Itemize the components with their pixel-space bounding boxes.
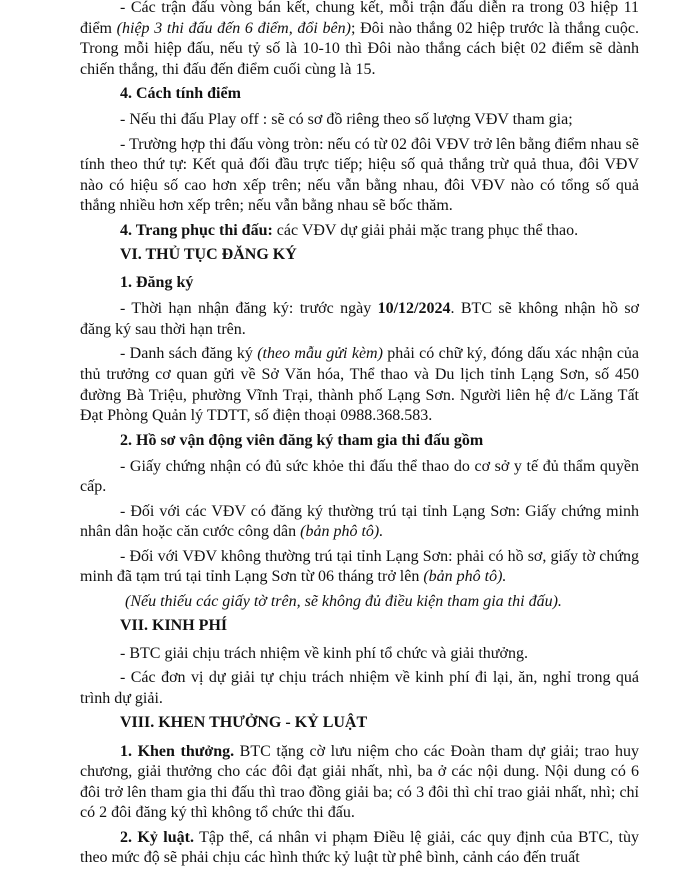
italic-run: (bản phô tô). [300, 523, 384, 541]
text-run: các VĐV dự giải phải mặc trang phục thể thao. [272, 221, 579, 239]
italic-run: (bản phô tô). [423, 568, 507, 586]
bold-run: 4. Trang phục thi đấu: [120, 221, 273, 239]
section-vii-heading: VII. KINH PHÍ [120, 617, 228, 634]
section-vi-heading: VI. THỦ TỤC ĐĂNG KÝ [120, 246, 297, 264]
bold-run: 1. Khen thưởng. [120, 742, 235, 760]
heading-registration: 1. Đăng ký [120, 274, 194, 292]
text-run: - Các trận đấu vòng bán kết, chung kết, mỗi trận đấu diễn ra trong 03 hiệp 11 điểm [80, 0, 639, 37]
text-run: ; Đôi nào thắng 02 hiệp trước là thắng cuộc. Trong mỗi hiệp đấu, nếu tỷ số là 10-10 thì Đôi nào thắng cách biệt 02 điểm sẽ dành chiến thắng, thi đấu đến điểm cuối cùng là 15. [80, 19, 640, 78]
bold-run: 2. Kỷ luật. [120, 828, 194, 846]
italic-run: (hiệp 3 thi đấu đến 6 điểm, đổi bên) [116, 19, 351, 37]
text-run: - Đối với VĐV không thường trú tại tỉnh Lạng Sơn: phải có hồ sơ, giấy tờ chứng minh đã tạm trú tại tỉnh Lạng Sơn từ 06 tháng trở lên [80, 547, 639, 586]
deadline-paragraph [80, 299, 639, 340]
match-format-paragraph [80, 0, 639, 80]
text-run: - Danh sách đăng ký [120, 345, 258, 363]
text-run: Tập thể, cá nhân vi phạm Điều lệ giải, các quy định của BTC, tùy theo mức độ sẽ phải chịu các hình thức kỷ luật từ phê bình, cảnh cáo đến truất [80, 828, 639, 867]
text-run: - Thời hạn nhận đăng ký: trước ngày [120, 300, 378, 318]
heading-scoring: 4. Cách tính điểm [120, 85, 241, 103]
round-robin-paragraph: - Trường hợp thi đấu vòng tròn: nếu có từ 02 đôi VĐV trở lên bằng điểm nhau sẽ tính theo thứ tự: Kết quả đối đầu trực tiếp; hiệu số quả thắng trừ quả thua, đôi VĐV nào có hiệu số cao hơn xếp trên; nếu vẫn bằng nhau, đôi VĐV nào có tổng số quả thắng nhiều hơn xếp trên; nếu vẫn bằng nhau sẽ bốc thăm. [80, 135, 639, 215]
italic-run: (theo mẫu gửi kèm) [257, 345, 383, 363]
organizer-funding-paragraph: - BTC giải chịu trách nhiệm về kinh phí tổ chức và giải thưởng. [120, 645, 528, 663]
playoff-paragraph: - Nếu thi đấu Play off : sẽ có sơ đồ riêng theo số lượng VĐV tham gia; [120, 111, 573, 129]
deadline-date: 10/12/2024 [377, 300, 451, 318]
resident-athletes-paragraph [80, 502, 639, 543]
section-viii-heading: VIII. KHEN THƯỞNG - KỶ LUẬT [120, 714, 368, 732]
awards-paragraph [80, 742, 639, 824]
registration-list-paragraph [80, 344, 639, 426]
text-run: - Đối với các VĐV có đăng ký thường trú tại tỉnh Lạng Sơn: Giấy chứng minh nhân dân hoặc căn cước công dân [80, 502, 639, 541]
non-resident-athletes-paragraph [80, 547, 639, 588]
health-certificate-paragraph: - Giấy chứng nhận có đủ sức khỏe thi đấu thể thao do cơ sở y tế đủ thẩm quyền cấp. [80, 457, 639, 496]
heading-athlete-documents: 2. Hồ sơ vận động viên đăng ký tham gia thi đấu gồm [120, 431, 484, 449]
discipline-paragraph [80, 828, 639, 869]
text-run: phải có chữ ký, đóng dấu xác nhận của thủ trưởng cơ quan gửi về Sở Văn hóa, Thể thao và Du lịch tỉnh Lạng Sơn, số 450 đường Bà Triệu, phường Vĩnh Trại, thành phố Lạng Sơn. Người liên hệ đ/c Lăng Tất Đạt Phòng Quản lý TDTT, số điện thoại 0988.368.583. [80, 345, 640, 425]
unit-funding-paragraph: - Các đơn vị dự giải tự chịu trách nhiệm về kinh phí đi lại, ăn, nghỉ trong quá trình dự giải. [80, 669, 639, 708]
text-run: BTC tặng cờ lưu niệm cho các Đoàn tham dự giải; trao huy chương, giải thưởng cho các đôi đạt giải nhất, nhì, ba ở các nội dung. Nội dung có 6 đôi trở lên tham gia thi đấu thì trao đồng giải ba; có 3 đôi thì chỉ trao giải nhất, nhì; chỉ có 2 đôi đăng ký thì không tổ chức thi đấu. [80, 742, 639, 822]
text-run: . BTC sẽ không nhận hồ sơ đăng ký sau thời hạn trên. [80, 300, 640, 338]
eligibility-note: (Nếu thiếu các giấy tờ trên, sẽ không đủ điều kiện tham gia thi đấu). [125, 592, 562, 610]
attire-paragraph [80, 221, 639, 242]
